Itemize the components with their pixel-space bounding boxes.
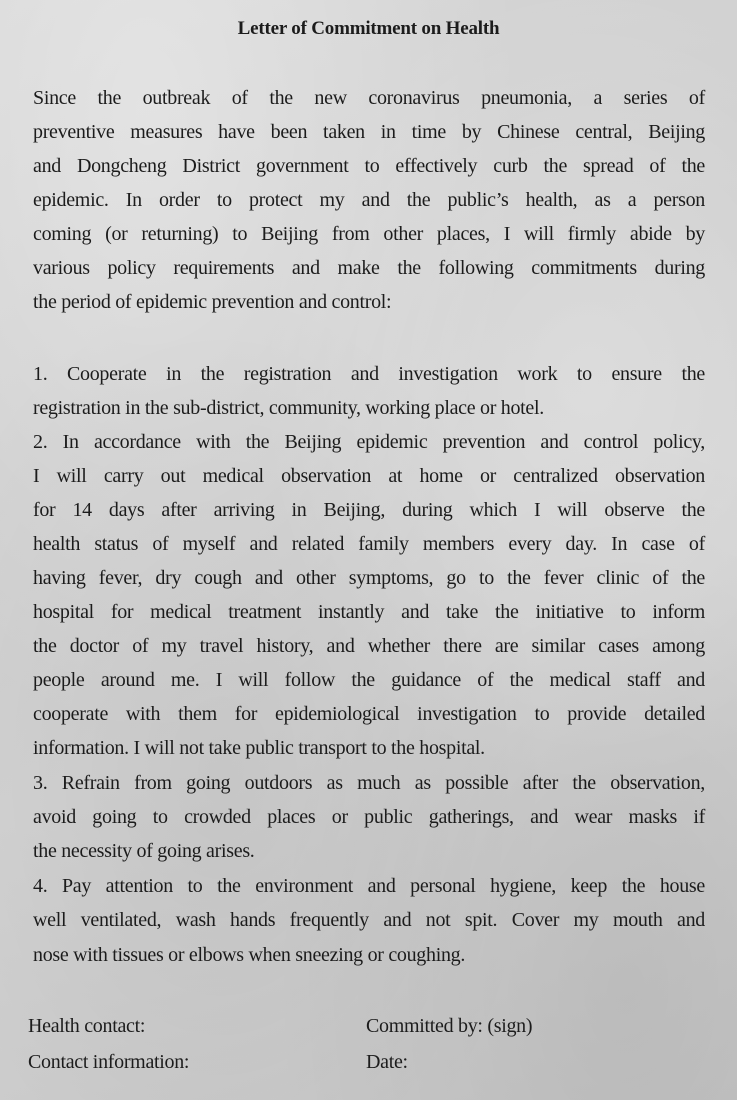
commitment-2-line: health status of myself and related family members every day. In case of xyxy=(33,533,705,555)
health-contact-label: Health contact: xyxy=(28,1015,146,1037)
date-label: Date: xyxy=(366,1051,408,1073)
commitment-2-line: 2. In accordance with the Beijing epidemic prevention and control policy, xyxy=(33,431,705,453)
intro-line: and Dongcheng District government to effectively curb the spread of the xyxy=(33,155,705,177)
commitment-1-line: registration in the sub-district, community, working place or hotel. xyxy=(33,397,544,419)
intro-line: various policy requirements and make the following commitments during xyxy=(33,257,705,279)
commitment-3-line: 3. Refrain from going outdoors as much as possible after the observation, xyxy=(33,772,705,794)
letter-title: Letter of Commitment on Health xyxy=(237,18,500,39)
commitment-2-line: for 14 days after arriving in Beijing, during which I will observe the xyxy=(33,499,705,521)
commitment-2-line: people around me. I will follow the guidance of the medical staff and xyxy=(33,669,705,691)
intro-line: preventive measures have been taken in time by Chinese central, Beijing xyxy=(33,121,705,143)
committed-by-label: Committed by: (sign) xyxy=(366,1015,533,1037)
commitment-3-line: avoid going to crowded places or public gatherings, and wear masks if xyxy=(33,806,705,828)
commitment-2-line: having fever, dry cough and other symptoms, go to the fever clinic of the xyxy=(33,567,705,589)
intro-line: coming (or returning) to Beijing from other places, I will firmly abide by xyxy=(33,223,705,245)
commitment-2-line: cooperate with them for epidemiological investigation to provide detailed xyxy=(33,703,705,725)
commitment-4-line: 4. Pay attention to the environment and personal hygiene, keep the house xyxy=(33,875,705,897)
commitment-4-line: nose with tissues or elbows when sneezing or coughing. xyxy=(33,944,466,966)
commitment-1-line: 1. Cooperate in the registration and investigation work to ensure the xyxy=(33,363,705,385)
commitment-2-line: the doctor of my travel history, and whether there are similar cases among xyxy=(33,635,705,657)
commitment-2-line: I will carry out medical observation at home or centralized observation xyxy=(33,465,705,487)
commitment-3-line: the necessity of going arises. xyxy=(33,840,255,862)
intro-line: Since the outbreak of the new coronavirus pneumonia, a series of xyxy=(33,87,705,109)
commitment-2-line: information. I will not take public transport to the hospital. xyxy=(33,737,485,759)
commitment-4-line: well ventilated, wash hands frequently and not spit. Cover my mouth and xyxy=(33,909,705,931)
intro-line: the period of epidemic prevention and control: xyxy=(33,291,392,313)
contact-information-label: Contact information: xyxy=(28,1051,190,1073)
intro-line: epidemic. In order to protect my and the public’s health, as a person xyxy=(33,189,705,211)
commitment-2-line: hospital for medical treatment instantly and take the initiative to inform xyxy=(33,601,705,623)
